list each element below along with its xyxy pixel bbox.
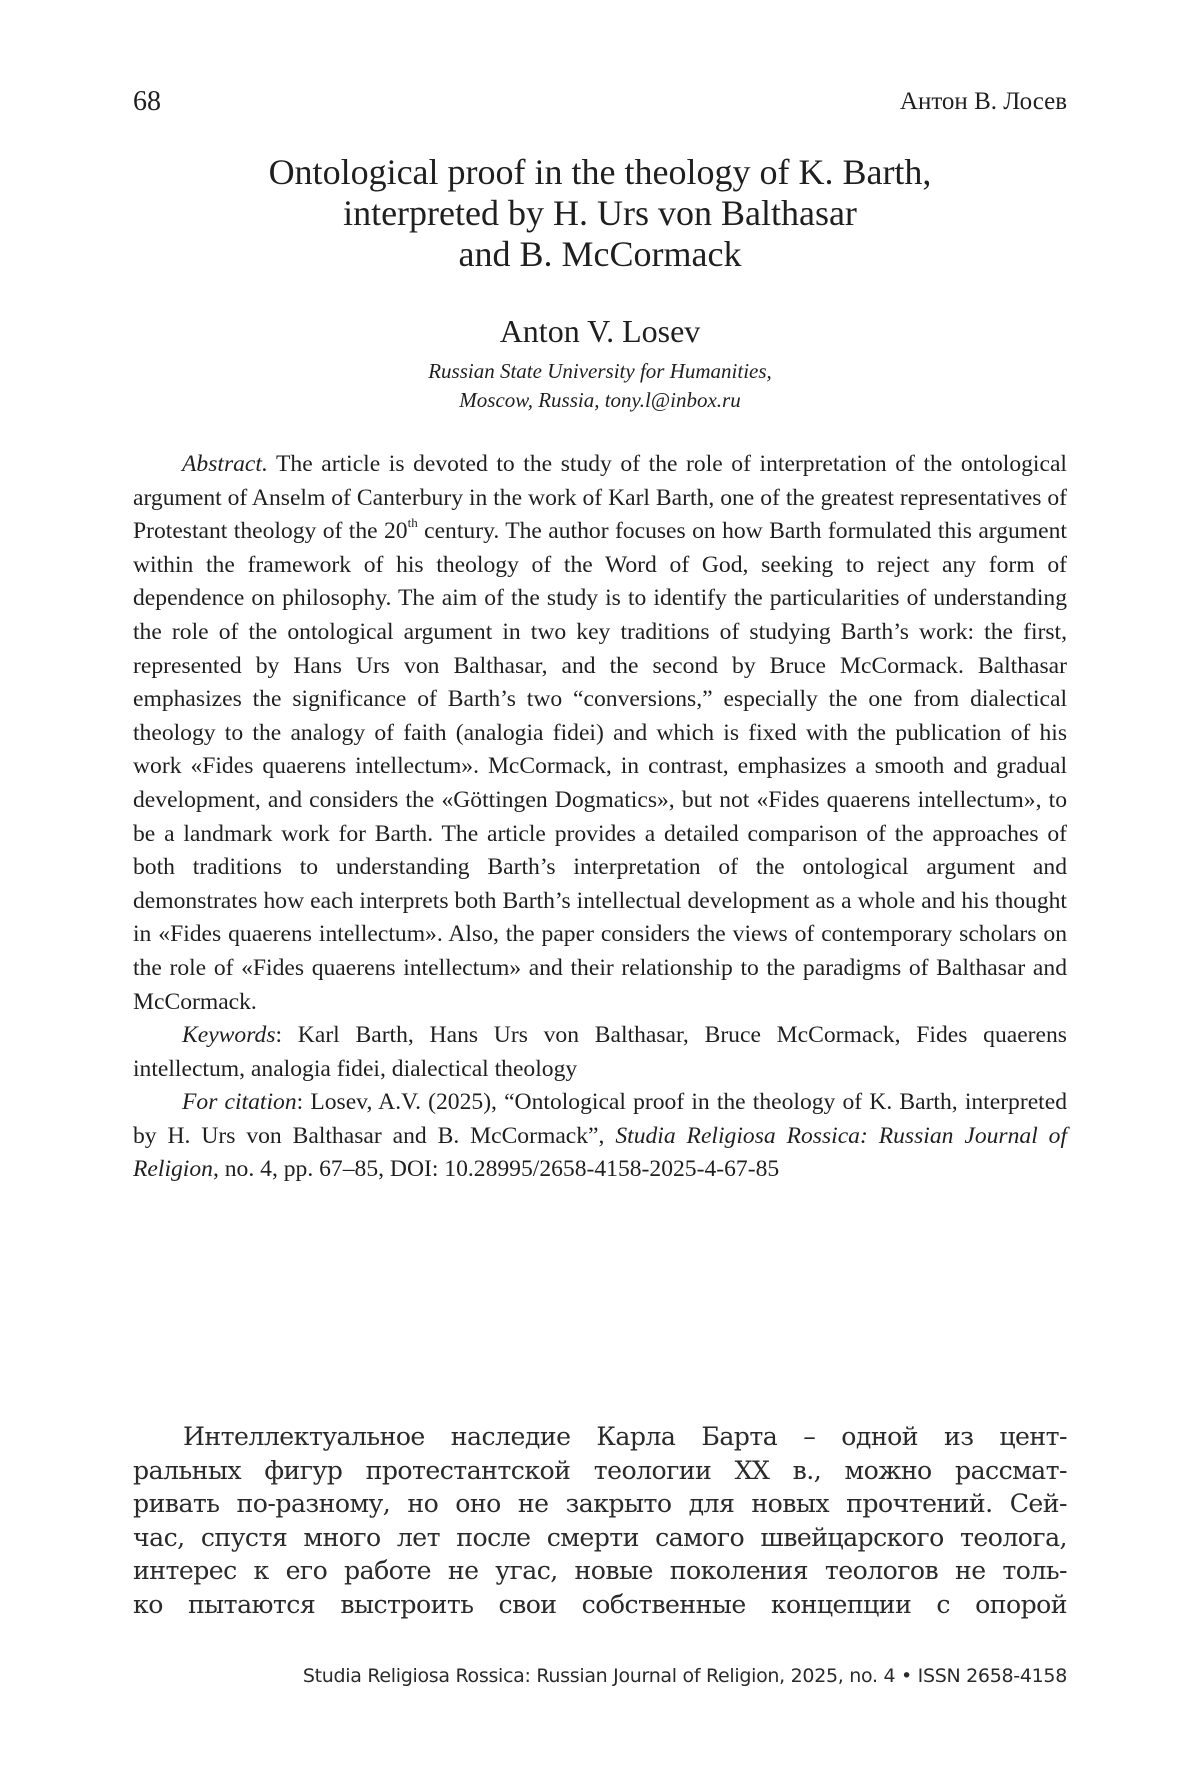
affiliation-line: Moscow, Russia, tony.l@inbox.ru: [459, 388, 741, 412]
title-line: Ontological proof in the theology of K. Barth,: [268, 152, 932, 192]
page-footer: Studia Religiosa Rossica: Russian Journal of Religion, 2025, no. 4 • ISSN 2658-4158: [302, 1665, 1067, 1687]
body-line: ко пытаются выстроить свои собственные концепции с опорой: [133, 1589, 1067, 1619]
citation-text-after: , no. 4, pp. 67–85, DOI: 10.28995/2658-4158-2025-4-67-85: [212, 1156, 780, 1183]
affiliation-line: Russian State University for Humanities,: [428, 359, 772, 383]
page-number: 68: [133, 86, 161, 117]
keywords-label: Keywords: [182, 1022, 276, 1049]
author-affiliation: [0, 357, 1200, 415]
keywords-paragraph: [133, 1019, 1067, 1086]
running-head: Антон В. Лосев: [899, 88, 1067, 115]
article-title: [140, 152, 1060, 275]
body-line: Интеллектуальное наследие Карла Барта – одной из цент-: [183, 1422, 1067, 1451]
body-line: ривать по-разному, но оно не закрыто для новых прочтений. Сей-: [133, 1489, 1067, 1519]
body-line: интерес к его работе не угас, новые поколения теологов не толь-: [133, 1556, 1067, 1586]
citation-paragraph: [133, 1086, 1067, 1187]
citation-text-before: : Losev, A.V. (2025), “Ontological proof in the theology of K. Barth, interpreted by H. Urs von Balthasar and B. McCormack”,: [133, 1089, 1068, 1149]
citation-label: For citation: [182, 1089, 297, 1116]
abstract-section: [133, 448, 1067, 1187]
keywords-text: : Karl Barth, Hans Urs von Balthasar, Bruce McCormack, Fides quaerens intellectum, analogia fidei, dialectical theology: [133, 1022, 1067, 1082]
citation-journal: Studia Religiosa Rossica: Russian Journal of Religion: [133, 1122, 1068, 1183]
body-line: ральных фигур протестантской теологии XX в., можно рассмат-: [133, 1455, 1067, 1485]
title-line: and B. McCormack: [458, 234, 742, 274]
body-line: час, спустя много лет после смерти самого швейцарского теолога,: [133, 1522, 1067, 1552]
title-line: interpreted by H. Urs von Balthasar: [343, 193, 857, 233]
abstract-paragraph: [133, 448, 1067, 1019]
abstract-label: Abstract.: [182, 451, 268, 477]
abstract-superscript: th: [407, 515, 418, 531]
page-header: [133, 86, 1067, 126]
abstract-text-1: The article is devoted to the study of the role of interpretation of the ontological argument of Anselm of Canterbury in the work of Karl Barth, one of the greatest representatives of Protestant theology of the 20: [133, 451, 1067, 545]
author-name: Anton V. Losev: [499, 313, 701, 349]
body-text: [133, 1420, 1067, 1622]
abstract-text-2: century. The author focuses on how Barth formulated this argument within the framework of his theology of the Word of God, seeking to reject any form of dependence on philosophy. The aim of the study is to identify the particularities of understanding the role of the ontological argument in two key traditions of studying Barth’s work: the first, represented by Hans Urs von Balthasar, and the second by Bruce McCormack. Balthasar emphasizes the significance of Barth’s two “conversions,” especially the one from dialectical theology to the analogy of faith (analogia fidei) and which is fixed with the publication of his work «Fides quaerens intellectum». McCormack, in contrast, emphasizes a smooth and gradual development, and considers the «Göttingen Dogmatics», but not «Fides quaerens intellectum», to be a landmark work for Barth. The article provides a detailed comparison of the approaches of both traditions to understanding Barth’s interpretation of the ontological argument and demonstrates how each interprets both Barth’s intellectual development as a whole and his thought in «Fides quaerens intellectum». Also, the paper considers the views of contemporary scholars on the role of «Fides quaerens intellectum» and their relationship to the paradigms of Balthasar and McCormack.: [133, 518, 1067, 1015]
